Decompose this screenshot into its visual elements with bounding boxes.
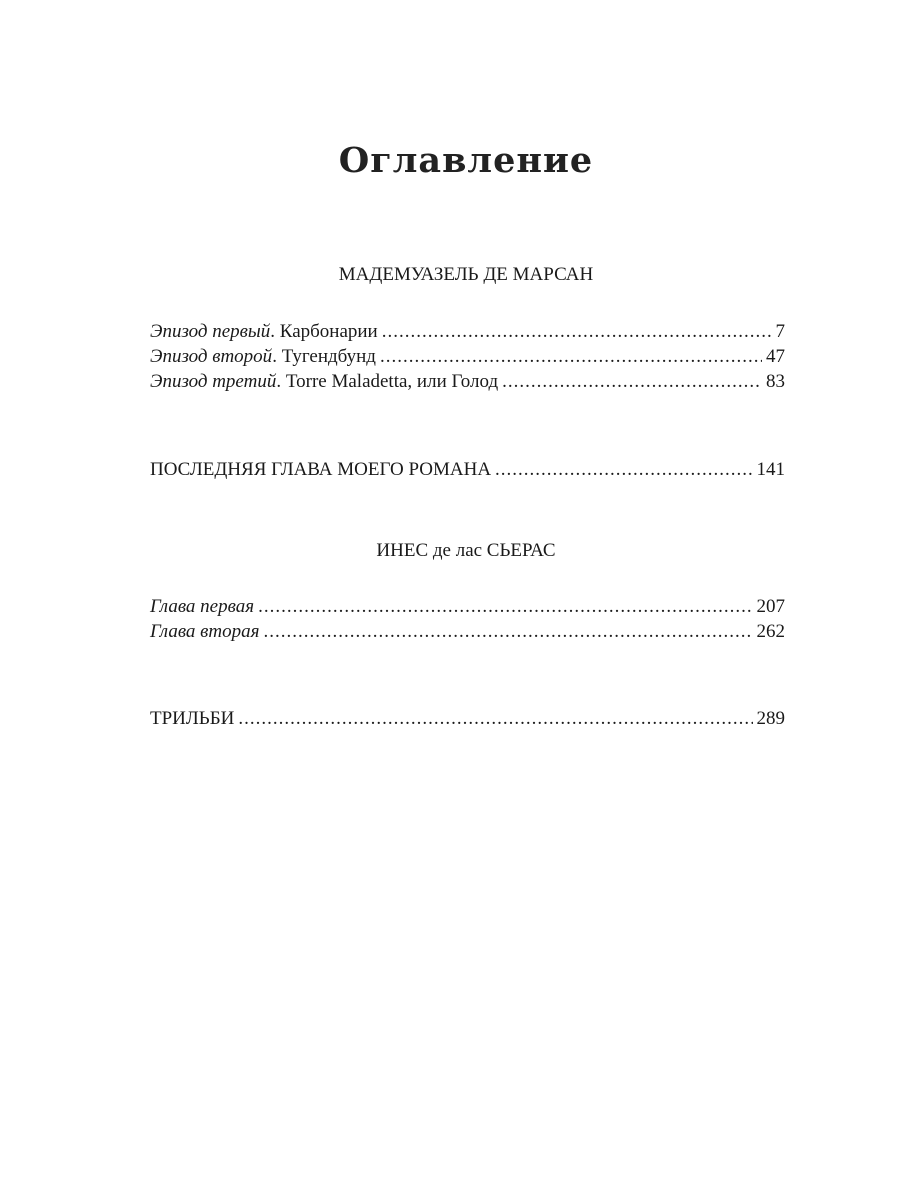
toc-entry-italic: Эпизод второй: [150, 346, 273, 367]
dot-leader: [258, 595, 752, 619]
toc-entry-episode-1[interactable]: [150, 320, 785, 344]
page-title: Оглавление: [338, 140, 594, 181]
toc-entry-text: Torre Maladetta, или Голод: [285, 371, 499, 392]
toc-entry-label: [150, 595, 254, 619]
toc-entry-label: [150, 458, 491, 482]
toc-entry-text: Карбонарии: [279, 321, 378, 342]
dot-leader: [238, 707, 752, 731]
dot-leader: [382, 320, 772, 344]
toc-entry-trilby[interactable]: [150, 707, 785, 731]
toc-entry-label: [150, 620, 259, 644]
toc-entry-italic: Эпизод третий: [150, 371, 277, 392]
toc-entry-text: ПОСЛЕДНЯЯ ГЛАВА МОЕГО РОМАНА: [150, 459, 492, 480]
toc-entry-sep: .: [276, 371, 286, 392]
toc-entry-label: [150, 320, 378, 344]
toc-entry-page: 7: [775, 321, 785, 342]
toc-entry-label: [150, 707, 234, 731]
toc-entry-page: 141: [756, 459, 785, 480]
toc-entry-episode-2[interactable]: [150, 345, 785, 369]
dot-leader: [263, 620, 752, 644]
section-heading-mademoiselle-de-marsan: МАДЕМУАЗЕЛЬ ДЕ МАРСАН: [338, 264, 594, 285]
toc-entry-italic: Глава вторая: [150, 621, 260, 642]
toc-entry-label: [150, 370, 498, 394]
toc-entry-page: 47: [766, 346, 785, 367]
toc-entry-italic: Эпизод первый: [150, 321, 271, 342]
toc-entry-last-chapter[interactable]: [150, 458, 785, 482]
toc-entry-text: ТРИЛЬБИ: [150, 708, 235, 729]
toc-entry-page: 289: [756, 708, 785, 729]
toc-entry-episode-3[interactable]: [150, 370, 785, 394]
toc-entry-italic: Глава первая: [150, 596, 255, 617]
toc-entry-page: 207: [756, 596, 785, 617]
section-heading-ines-de-las-sierras: ИНЕС де лас СЬЕРАС: [376, 540, 556, 561]
toc-entry-sep: .: [270, 321, 280, 342]
toc-entry-page: 262: [756, 621, 785, 642]
toc-entry-sep: .: [272, 346, 282, 367]
toc-entry-chapter-2[interactable]: [150, 620, 785, 644]
toc-entry-page: 83: [766, 371, 785, 392]
toc-entry-label: [150, 345, 376, 369]
dot-leader: [380, 345, 762, 369]
dot-leader: [502, 370, 762, 394]
toc-entry-chapter-1[interactable]: [150, 595, 785, 619]
dot-leader: [495, 458, 752, 482]
toc-entry-text: Тугендбунд: [281, 346, 376, 367]
